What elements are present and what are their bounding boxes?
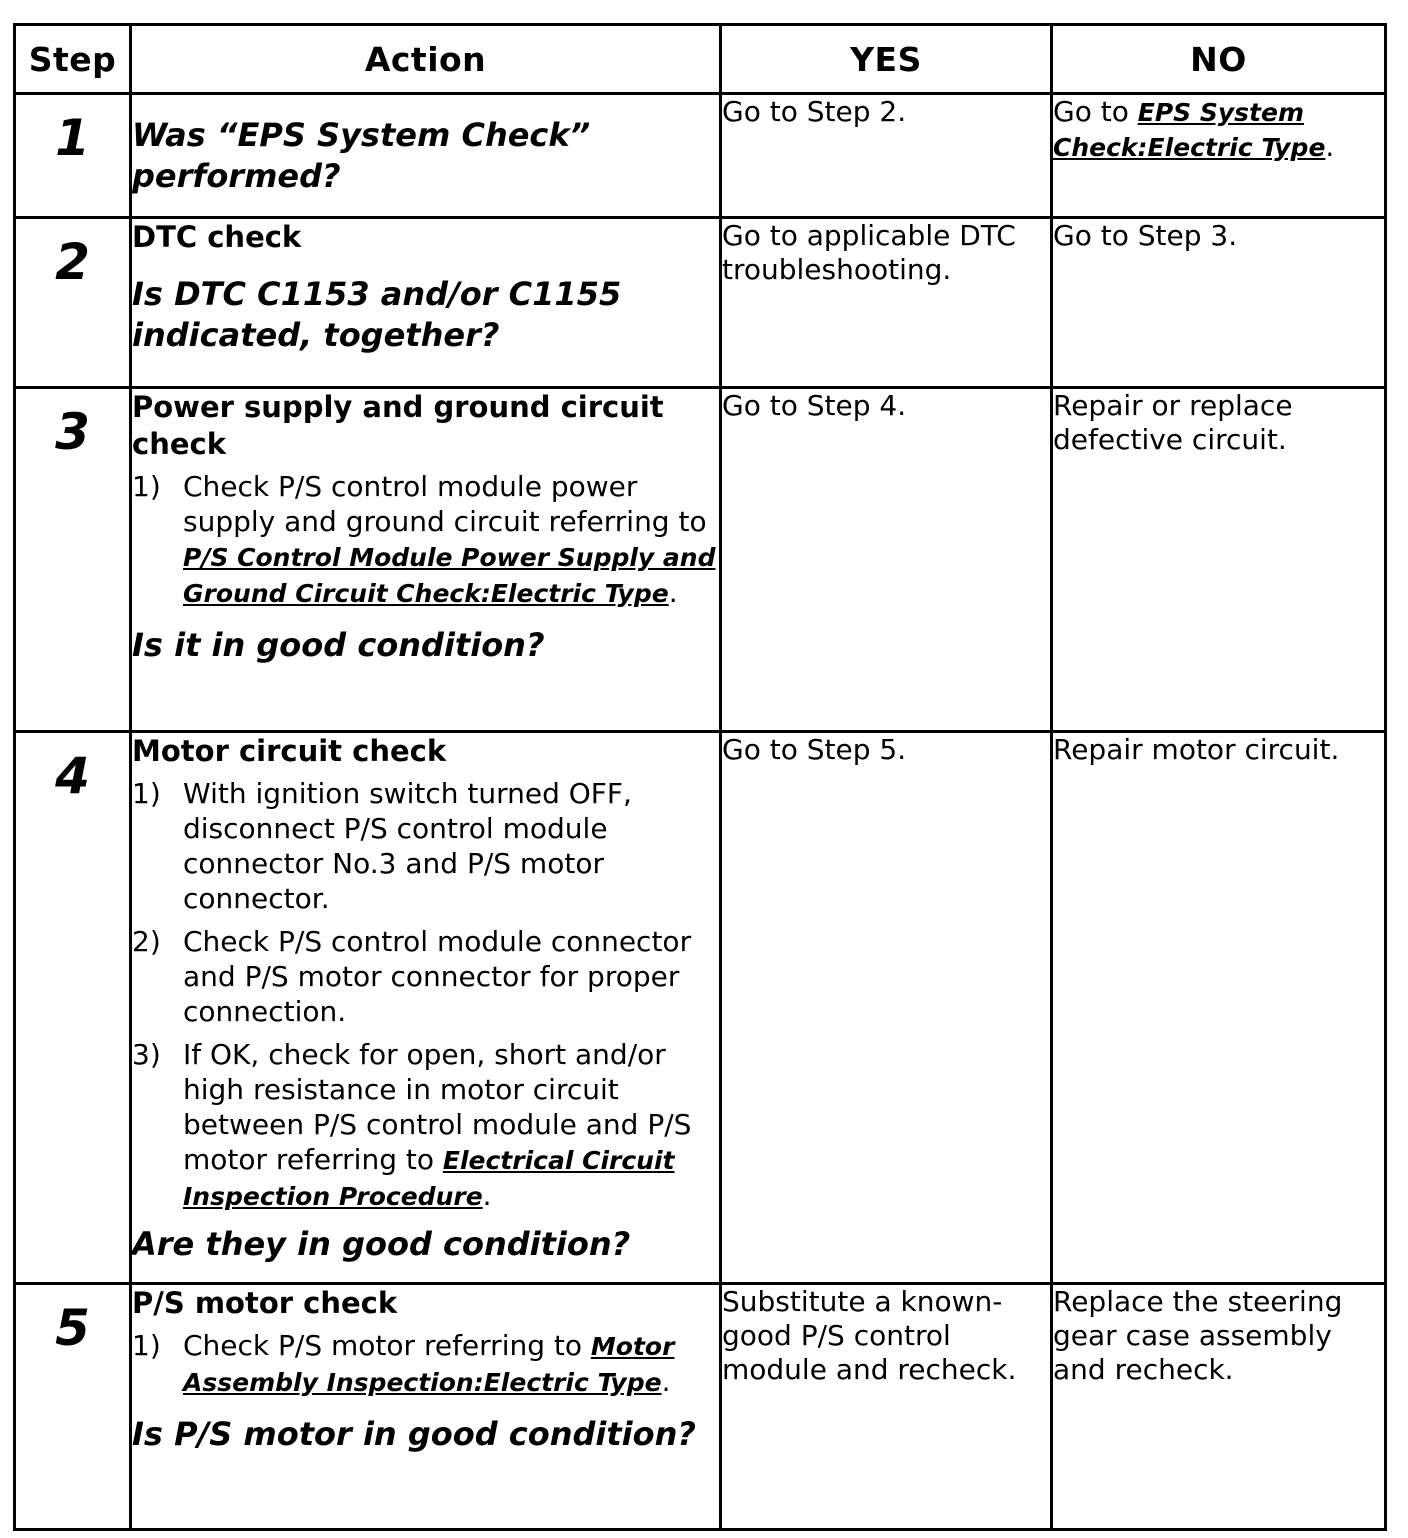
step-question: Are they in good condition? <box>132 1225 631 1263</box>
step-row-4 <box>15 732 1386 1284</box>
substep-text <box>183 1037 719 1214</box>
header-row <box>15 25 1386 94</box>
step-row-5 <box>15 1284 1386 1530</box>
substep-suffix: . <box>661 1365 671 1398</box>
no-result: Replace the steering gear case assembly and recheck. <box>1052 1284 1386 1530</box>
substep-list <box>132 776 719 1214</box>
substep-list <box>132 1328 719 1400</box>
substep-item <box>132 1328 719 1400</box>
yes-result: Go to Step 2. <box>721 94 1052 218</box>
troubleshooting-table <box>13 23 1387 1531</box>
step-number: 3 <box>55 403 90 461</box>
step-row-2 <box>15 218 1386 388</box>
header-action: Action <box>131 25 721 94</box>
step-title: Power supply and ground circuit check <box>132 390 664 461</box>
yes-result: Go to Step 4. <box>721 388 1052 732</box>
header-yes: YES <box>721 25 1052 94</box>
substep-body: Check P/S control module power supply and ground circuit referring to <box>183 470 707 538</box>
substep-text: With ignition switch turned OFF, disconnect P/S control module connector No.3 and P/S motor connector. <box>183 777 632 915</box>
step-question: Is DTC C1153 and/or C1155 indicated, together? <box>132 275 622 354</box>
yes-result: Substitute a known-good P/S control module and recheck. <box>721 1284 1052 1530</box>
yes-result: Go to applicable DTC troubleshooting. <box>721 218 1052 388</box>
step-number: 1 <box>55 109 90 167</box>
step-row-3 <box>15 388 1386 732</box>
header-no: NO <box>1052 25 1386 94</box>
substep-suffix: . <box>668 576 678 609</box>
step-number: 5 <box>55 1299 90 1357</box>
no-result-suffix: . <box>1325 130 1335 163</box>
substep-number: 1) <box>132 1329 161 1362</box>
header-step: Step <box>15 25 131 94</box>
step-row-1 <box>15 94 1386 218</box>
substep-item <box>132 1037 719 1214</box>
no-result-prefix: Go to <box>1053 95 1138 128</box>
substep-number: 3) <box>132 1038 161 1071</box>
no-result: Repair or replace defective circuit. <box>1052 388 1386 732</box>
substep-item <box>132 924 719 1029</box>
motor-assembly-inspection-link[interactable]: Motor Assembly Inspection:Electric Type <box>183 1332 675 1397</box>
no-result <box>1052 94 1386 218</box>
no-result: Go to Step 3. <box>1052 218 1386 388</box>
eps-system-check-link[interactable]: EPS System Check:Electric Type <box>1053 98 1326 162</box>
substep-text <box>183 1328 719 1400</box>
substep-body: Check P/S motor referring to <box>183 1329 591 1362</box>
substep-number: 1) <box>132 470 161 503</box>
step-title: P/S motor check <box>132 1286 398 1320</box>
substep-list <box>132 469 719 611</box>
substep-text <box>183 469 719 611</box>
yes-result: Go to Step 5. <box>721 732 1052 1284</box>
substep-text: Check P/S control module connector and P/S motor connector for proper connection. <box>183 925 692 1028</box>
substep-body: If OK, check for open, short and/or high resistance in motor circuit between P/S control module and P/S motor referring to <box>183 1038 692 1176</box>
electrical-circuit-inspection-link[interactable]: Electrical Circuit Inspection Procedure <box>183 1146 675 1211</box>
step-title: DTC check <box>132 220 302 254</box>
step-number: 2 <box>55 233 90 291</box>
substep-item <box>132 469 719 611</box>
step-question: Is it in good condition? <box>132 626 545 664</box>
step-number: 4 <box>55 747 90 805</box>
no-result: Repair motor circuit. <box>1052 732 1386 1284</box>
step-title: Motor circuit check <box>132 734 447 768</box>
step-question: Was “EPS System Check” performed? <box>132 116 591 195</box>
ps-control-module-power-link[interactable]: P/S Control Module Power Supply and Ground Circuit Check:Electric Type <box>183 543 716 608</box>
substep-item <box>132 776 719 916</box>
substep-suffix: . <box>482 1179 492 1212</box>
substep-number: 1) <box>132 777 161 810</box>
step-question: Is P/S motor in good condition? <box>132 1415 696 1453</box>
substep-number: 2) <box>132 925 161 958</box>
